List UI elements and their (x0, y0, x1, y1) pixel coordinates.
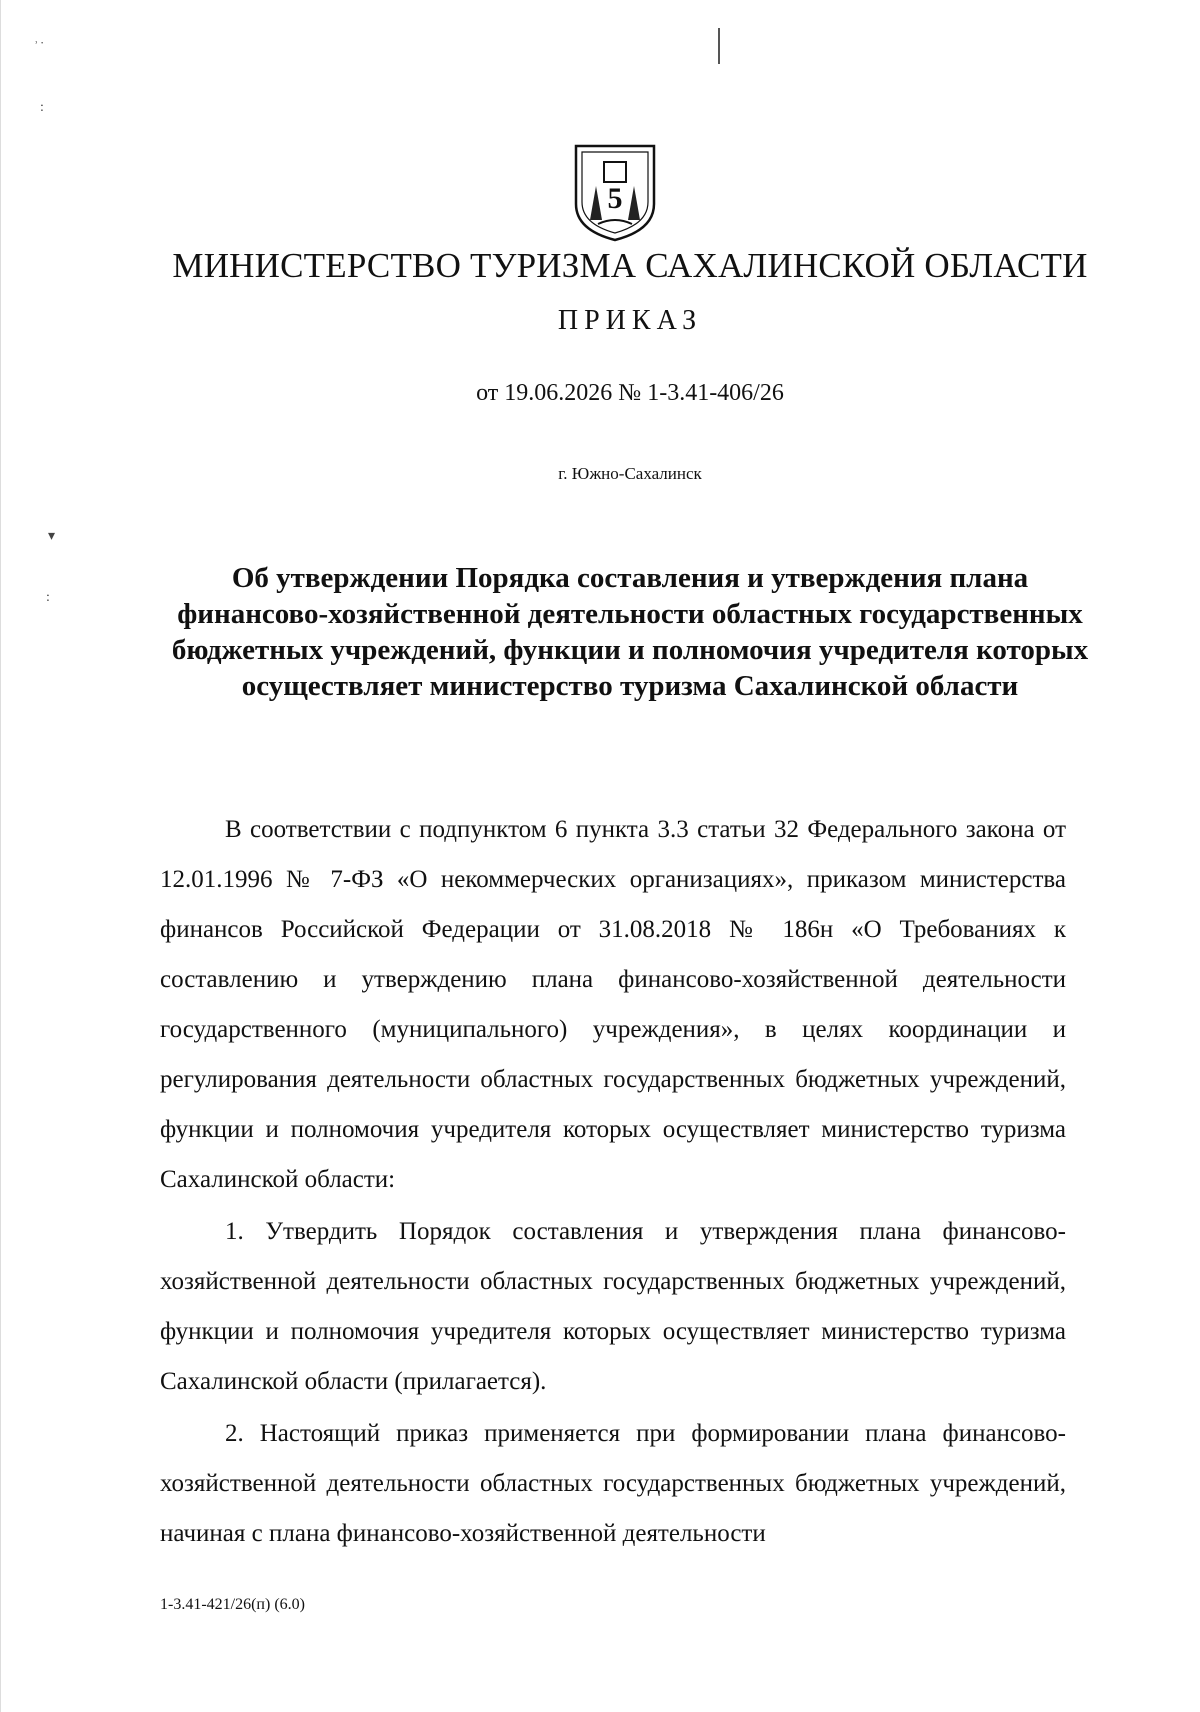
scan-mark: ʾ ̇ (34, 40, 43, 55)
city-line: г. Южно-Сахалинск (558, 464, 702, 483)
order-item-1: 1. Утвердить Порядок составления и утверждения плана финансово-хозяйственной деятельности областных государственных бюджетных учреждений, функции и полномочия учредителя которых осуществляет министерство туризма Сахалинской области (прилагается). (160, 1218, 1066, 1395)
order-date-number: от 19.06.2026 № 1-3.41-406/26 (476, 380, 784, 406)
coat-of-arms-icon (572, 142, 658, 242)
document-body (160, 805, 1066, 1559)
svg-text:5: 5 (607, 182, 623, 215)
document-footer-code: 1-3.41-421/26(п) (6.0) (160, 1596, 305, 1613)
document-title: Об утверждении Порядка составления и утверждения плана финансово-хозяйственной деятельности областных государственных бюджетных учреждений, функции и полномочия учредителя которых осуществляет министерство туризма Сахалинской области (171, 562, 1089, 702)
scan-mark: : (40, 100, 44, 115)
order-heading: ПРИКАЗ (557, 305, 703, 336)
ministry-name: МИНИСТЕРСТВО ТУРИЗМА САХАЛИНСКОЙ ОБЛАСТИ (172, 246, 1088, 285)
scan-mark: ▾ (48, 529, 56, 544)
scan-line (718, 28, 720, 64)
scan-mark: : (46, 590, 50, 605)
preamble-paragraph: В соответствии с подпунктом 6 пункта 3.3 статьи 32 Федерального закона от 12.01.1996 № 7-ФЗ «О некоммерческих организациях», приказом министерства финансов Российской Федерации от 31.08.2018 № 186н «О Требованиях к составлению и утверждению плана финансово-хозяйственной деятельности государственного (муниципального) учреждения», в целях координации и регулирования деятельности областных государственных бюджетных учреждений, функции и полномочия учредителя которых осуществляет министерство туризма Сахалинской области: (160, 816, 1066, 1193)
order-item-2: 2. Настоящий приказ применяется при формировании плана финансово-хозяйственной деятельности областных государственных бюджетных учреждений, начиная с плана финансово-хозяйственной деятельности (160, 1420, 1066, 1547)
